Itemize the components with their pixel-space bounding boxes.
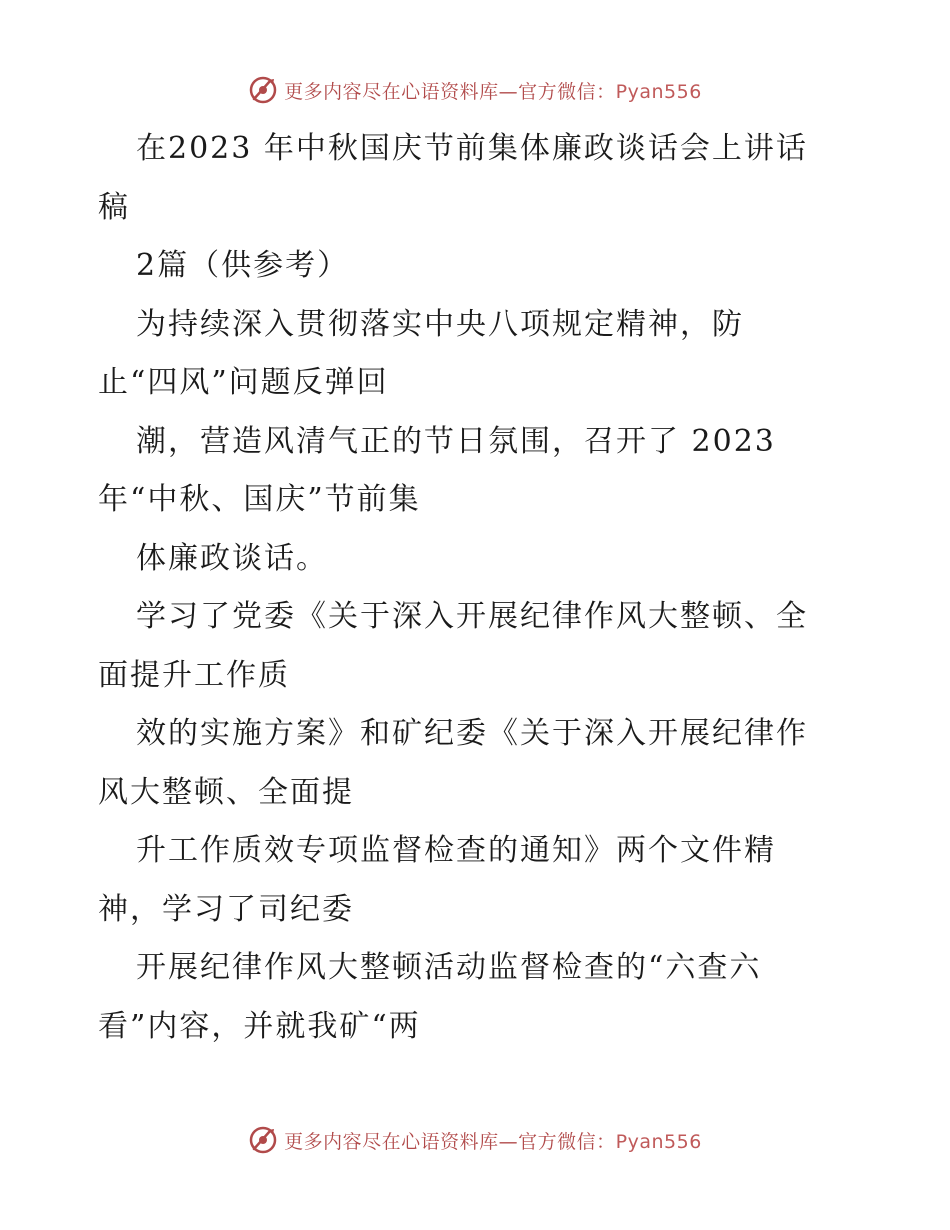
paragraph-line: 学习了党委《关于深入开展纪律作风大整顿、全 <box>136 599 808 634</box>
paragraph-line: 效的实施方案》和矿纪委《关于深入开展纪律作 <box>136 716 808 751</box>
banner-handle: Pyan556 <box>615 1130 702 1153</box>
paragraph-line: 面提升工作质 <box>98 657 290 693</box>
footer-banner <box>0 1120 950 1160</box>
paragraph-line: 止“四风”问题反弹回 <box>98 365 389 400</box>
paragraph-line: 为持续深入贯彻落实中央八项规定精神，防 <box>136 306 744 342</box>
paragraph-line: 潮，营造风清气正的节日氛围，召开了 2023 <box>136 423 776 459</box>
paragraph-line: 风大整顿、全面提 <box>98 774 354 810</box>
paragraph-line: 开展纪律作风大整顿活动监督检查的“六查六 <box>136 950 762 985</box>
title-line: 在2023 年中秋国庆节前集体廉政谈话会上讲话 <box>136 131 808 166</box>
banner-text <box>284 77 702 104</box>
logo-icon <box>248 1125 278 1155</box>
banner-text <box>284 1127 702 1154</box>
subtitle-line: 2篇（供参考） <box>136 248 350 283</box>
paragraph-line: 体廉政谈话。 <box>136 540 328 576</box>
paragraph-line: 年“中秋、国庆”节前集 <box>98 482 421 517</box>
title-line-cont: 稿 <box>98 189 130 225</box>
paragraph-line: 看”内容，并就我矿“两 <box>98 1008 421 1044</box>
logo-icon <box>248 75 278 105</box>
document-body <box>98 120 858 1056</box>
header-banner <box>0 70 950 110</box>
paragraph-line: 升工作质效专项监督检查的通知》两个文件精 <box>136 833 776 868</box>
banner-label: 更多内容尽在心语资料库—官方微信： <box>284 80 616 103</box>
banner-label: 更多内容尽在心语资料库—官方微信： <box>284 1130 616 1153</box>
banner-handle: Pyan556 <box>615 80 702 103</box>
paragraph-line: 神，学习了司纪委 <box>98 891 354 927</box>
